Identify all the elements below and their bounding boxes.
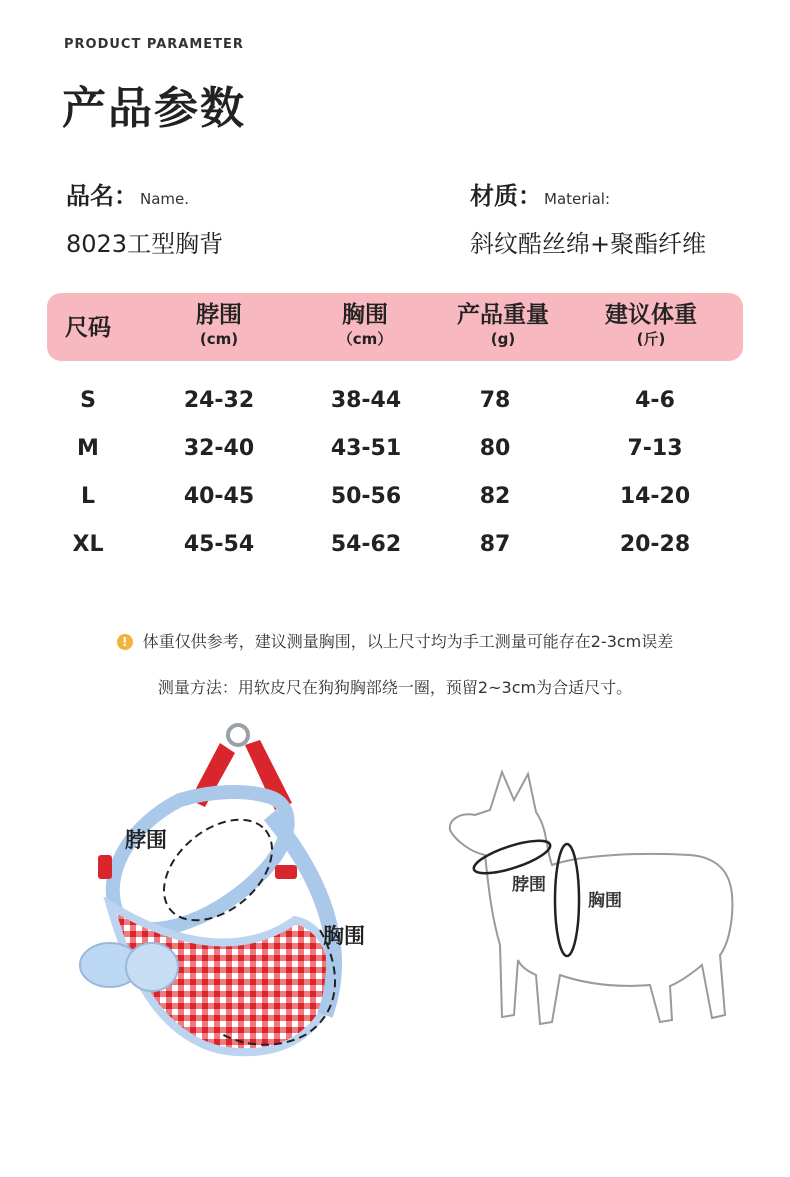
- material-value: 斜纹酷丝绵+聚酯纤维: [470, 230, 707, 258]
- warning-icon: !: [117, 634, 133, 650]
- dog-illustration: [440, 760, 750, 1050]
- table-cell: 20-28: [619, 531, 691, 557]
- material-label: [470, 176, 610, 211]
- table-cell: 38-44: [330, 387, 402, 413]
- product-name-value: 8023工型胸背: [66, 230, 224, 258]
- page-title: 产品参数: [62, 83, 246, 134]
- header-chest: 胸围 （cm）: [337, 302, 393, 348]
- header-neck: 脖围 (cm): [196, 302, 242, 348]
- table-cell: S: [80, 387, 96, 413]
- table-cell: XL: [72, 531, 104, 557]
- size-table: [47, 376, 743, 568]
- bow-right: [126, 943, 178, 991]
- table-cell: 80: [479, 435, 511, 461]
- measure-method: 测量方法：用软皮尺在狗狗胸部绕一圈，预留2~3cm为合适尺寸。: [157, 678, 633, 697]
- name-label: 品名：: [66, 182, 138, 210]
- table-cell: M: [77, 435, 99, 461]
- table-cell: 43-51: [330, 435, 402, 461]
- dog-chest-label: 胸围: [588, 891, 622, 911]
- material-label-en: Material:: [544, 190, 610, 208]
- harness-illustration: [70, 715, 390, 1065]
- neck-loop: [113, 792, 288, 929]
- table-header-band: [47, 293, 743, 361]
- header-weight: 产品重量 (g): [457, 302, 549, 348]
- table-cell: 87: [479, 531, 511, 557]
- buckle-right: [275, 865, 297, 879]
- table-cell: L: [80, 483, 96, 509]
- table-cell: 78: [479, 387, 511, 413]
- table-cell: 4-6: [635, 387, 675, 413]
- section-eyebrow: PRODUCT PARAMETER: [64, 37, 244, 52]
- table-row: [47, 520, 743, 568]
- table-row: [47, 424, 743, 472]
- warning-text: 体重仅供参考，建议测量胸围，以上尺寸均为手工测量可能存在2-3cm误差: [142, 632, 674, 651]
- table-cell: 14-20: [619, 483, 691, 509]
- buckle-left: [98, 855, 112, 879]
- table-cell: 82: [479, 483, 511, 509]
- header-size: 尺码: [65, 315, 111, 341]
- table-cell: 32-40: [183, 435, 255, 461]
- name-label-en: Name.: [140, 190, 190, 208]
- table-cell: 54-62: [330, 531, 402, 557]
- table-row: [47, 472, 743, 520]
- table-cell: 7-13: [627, 435, 683, 461]
- product-name-label: [66, 176, 189, 211]
- d-ring: [228, 725, 248, 745]
- material-label-cn: 材质：: [470, 182, 542, 210]
- table-row: [47, 376, 743, 424]
- table-cell: 45-54: [183, 531, 255, 557]
- header-suggested-weight: 建议体重 (斤): [605, 302, 697, 348]
- table-cell: 40-45: [183, 483, 255, 509]
- warning-note: [0, 629, 790, 652]
- table-cell: 24-32: [183, 387, 255, 413]
- dog-neck-label: 脖围: [512, 875, 546, 895]
- harness-chest-label: 胸围: [323, 924, 365, 948]
- table-cell: 50-56: [330, 483, 402, 509]
- harness-neck-label: 脖围: [125, 828, 167, 852]
